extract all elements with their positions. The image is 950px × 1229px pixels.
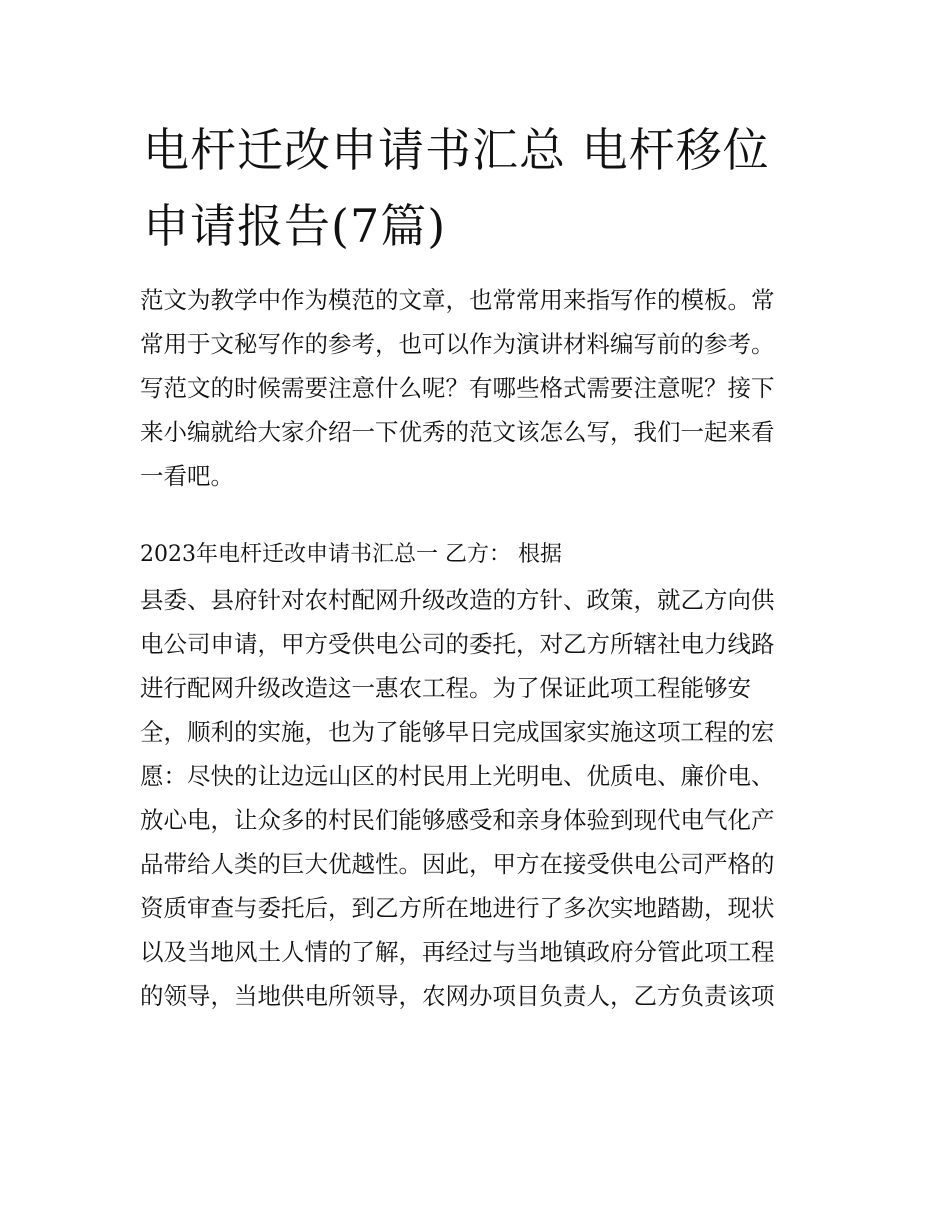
text-line: 愿：尽快的让边远山区的村民用上光明电、优质电、廉价电、 <box>140 762 775 790</box>
title-line: 申请报告(7篇) <box>143 199 447 253</box>
text-line: 来小编就给大家介绍一下优秀的范文该怎么写，我们一起来看 <box>140 418 775 446</box>
text-line: 进行配网升级改造这一惠农工程。为了保证此项工程能够安 <box>140 674 751 702</box>
intro-paragraph <box>140 278 820 498</box>
text-line: 常用于文秘写作的参考，也可以作为演讲材料编写前的参考。 <box>140 330 775 358</box>
body-paragraph <box>140 578 820 1018</box>
title-line: 电杆迁改申请书汇总 电杆移位 <box>143 123 770 177</box>
text-line: 县委、县府针对农村配网升级改造的方针、政策，就乙方向供 <box>140 586 775 614</box>
text-line: 资质审查与委托后，到乙方所在地进行了多次实地踏勘，现状 <box>140 894 775 922</box>
text-line: 电公司申请，甲方受供电公司的委托，对乙方所辖社电力线路 <box>140 630 775 658</box>
text-line: 品带给人类的巨大优越性。因此，甲方在接受供电公司严格的 <box>140 850 775 878</box>
text-line: 全，顺利的实施，也为了能够早日完成国家实施这项工程的宏 <box>140 718 775 746</box>
text-line: 范文为教学中作为模范的文章，也常常用来指写作的模板。常 <box>140 286 775 314</box>
text-line: 的领导，当地供电所领导，农网办项目负责人，乙方负责该项 <box>140 982 775 1010</box>
section-heading: 2023年电杆迁改申请书汇总一 乙方： 根据 <box>140 542 562 567</box>
document-title <box>143 112 823 264</box>
text-line: 一看吧。 <box>140 462 234 490</box>
text-line: 放心电，让众多的村民们能够感受和亲身体验到现代电气化产 <box>140 806 775 834</box>
text-line: 以及当地风土人情的了解，再经过与当地镇政府分管此项工程 <box>140 938 775 966</box>
text-line: 写范文的时候需要注意什么呢？有哪些格式需要注意呢？接下 <box>140 374 775 402</box>
